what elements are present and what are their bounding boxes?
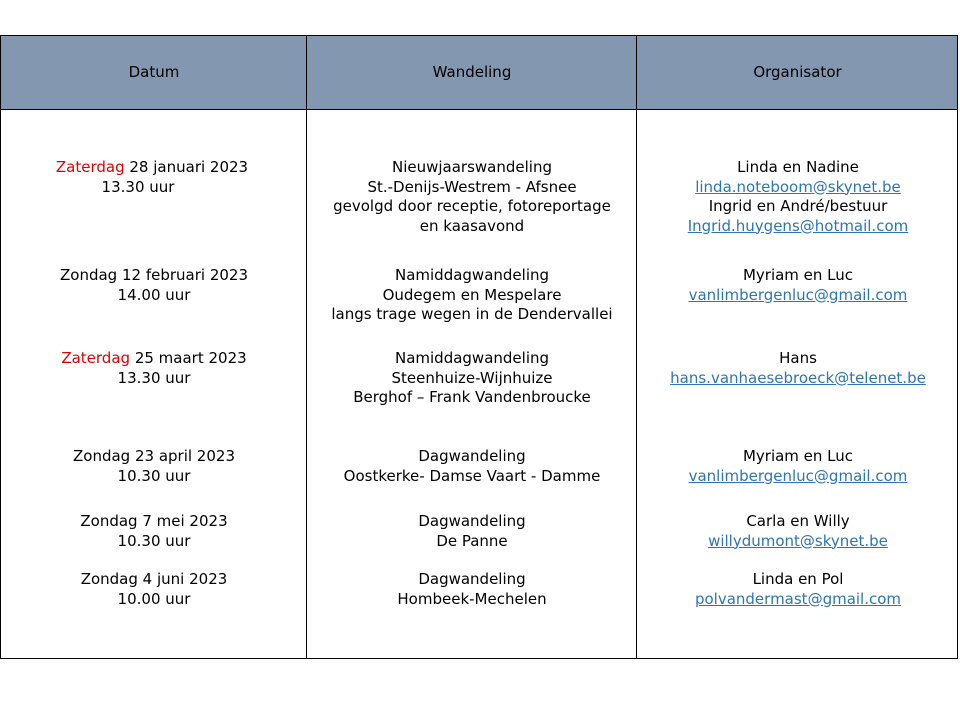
organizer-email-link[interactable]: willydumont@skynet.be	[708, 531, 888, 550]
organizer-name: Carla en Willy	[746, 512, 850, 530]
weekday-label: Zaterdag	[55, 158, 125, 176]
walk-title: Nieuwjaarswandeling	[391, 158, 552, 176]
walk-line: Steenhuize-Wijnhuize	[391, 368, 553, 387]
table-row-walk	[307, 570, 637, 609]
table-row-organizer	[637, 266, 959, 305]
walk-title: Dagwandeling	[418, 512, 526, 530]
table-row-date	[1, 349, 307, 388]
walk-line: St.-Denijs-Westrem - Afsnee	[367, 177, 577, 196]
walk-title: Namiddagwandeling	[394, 349, 550, 367]
walk-line: Hombeek-Mechelen	[397, 589, 547, 608]
table-row-organizer	[637, 349, 959, 388]
organizer-name: Linda en Pol	[752, 570, 844, 588]
organizer-name: Hans	[779, 349, 817, 367]
table-header	[1, 36, 957, 110]
header-datum: Datum	[128, 63, 180, 81]
header-organisator: Organisator	[753, 63, 842, 81]
schedule-table	[0, 35, 958, 659]
organizer-email-link[interactable]: polvandermast@gmail.com	[694, 589, 902, 608]
column-divider	[306, 36, 307, 658]
date-label: 23 april 2023	[130, 447, 235, 465]
table-row-walk	[307, 512, 637, 551]
weekday-label: Zondag	[80, 570, 138, 588]
walk-title: Dagwandeling	[418, 447, 526, 465]
column-divider	[636, 36, 637, 658]
table-row-date	[1, 512, 307, 551]
table-row-walk	[307, 349, 637, 408]
table-row-organizer	[637, 447, 959, 486]
table-row-date	[1, 447, 307, 486]
organizer-email-link[interactable]: Ingrid.huygens@hotmail.com	[687, 216, 909, 235]
table-row-walk	[307, 266, 637, 325]
organizer-email-link[interactable]: hans.vanhaesebroeck@telenet.be	[670, 368, 926, 387]
time-label: 13.30 uur	[101, 177, 175, 196]
time-label: 13.30 uur	[117, 368, 191, 387]
walk-line: Oostkerke- Damse Vaart - Damme	[343, 466, 601, 485]
weekday-label: Zondag	[73, 447, 131, 465]
time-label: 10.00 uur	[117, 589, 191, 608]
table-row-organizer	[637, 512, 959, 551]
organizer-email-link[interactable]: vanlimbergenluc@gmail.com	[688, 466, 908, 485]
organizer-name: Myriam en Luc	[742, 266, 854, 284]
weekday-label: Zondag	[60, 266, 118, 284]
organizer-email-link[interactable]: linda.noteboom@skynet.be	[695, 177, 901, 196]
date-label: 4 juni 2023	[137, 570, 228, 588]
table-row-walk	[307, 447, 637, 486]
date-label: 25 maart 2023	[130, 349, 247, 367]
header-wandeling: Wandeling	[432, 63, 512, 81]
walk-line: en kaasavond	[419, 216, 525, 235]
date-label: 12 februari 2023	[117, 266, 248, 284]
table-row-date	[1, 266, 307, 305]
walk-line: Oudegem en Mespelare	[382, 285, 562, 304]
organizer-name: Linda en Nadine	[737, 158, 859, 176]
walk-line: gevolgd door receptie, fotoreportage	[333, 197, 611, 215]
walk-title: Dagwandeling	[418, 570, 526, 588]
table-row-walk	[307, 158, 637, 236]
weekday-label: Zaterdag	[61, 349, 131, 367]
walk-title: Namiddagwandeling	[394, 266, 550, 284]
walk-line: De Panne	[436, 531, 508, 550]
date-label: 7 mei 2023	[137, 512, 228, 530]
time-label: 10.30 uur	[117, 466, 191, 485]
table-row-date	[1, 570, 307, 609]
walk-line: langs trage wegen in de Dendervallei	[331, 305, 613, 323]
date-label: 28 januari 2023	[124, 158, 249, 176]
table-row-date	[1, 158, 307, 197]
organizer-name: Ingrid en André/bestuur	[708, 197, 888, 215]
time-label: 10.30 uur	[117, 531, 191, 550]
time-label: 14.00 uur	[117, 285, 191, 304]
weekday-label: Zondag	[80, 512, 138, 530]
table-row-organizer	[637, 158, 959, 236]
walk-line: Berghof – Frank Vandenbroucke	[353, 388, 591, 406]
table-row-organizer	[637, 570, 959, 609]
organizer-email-link[interactable]: vanlimbergenluc@gmail.com	[688, 285, 908, 304]
organizer-name: Myriam en Luc	[742, 447, 854, 465]
